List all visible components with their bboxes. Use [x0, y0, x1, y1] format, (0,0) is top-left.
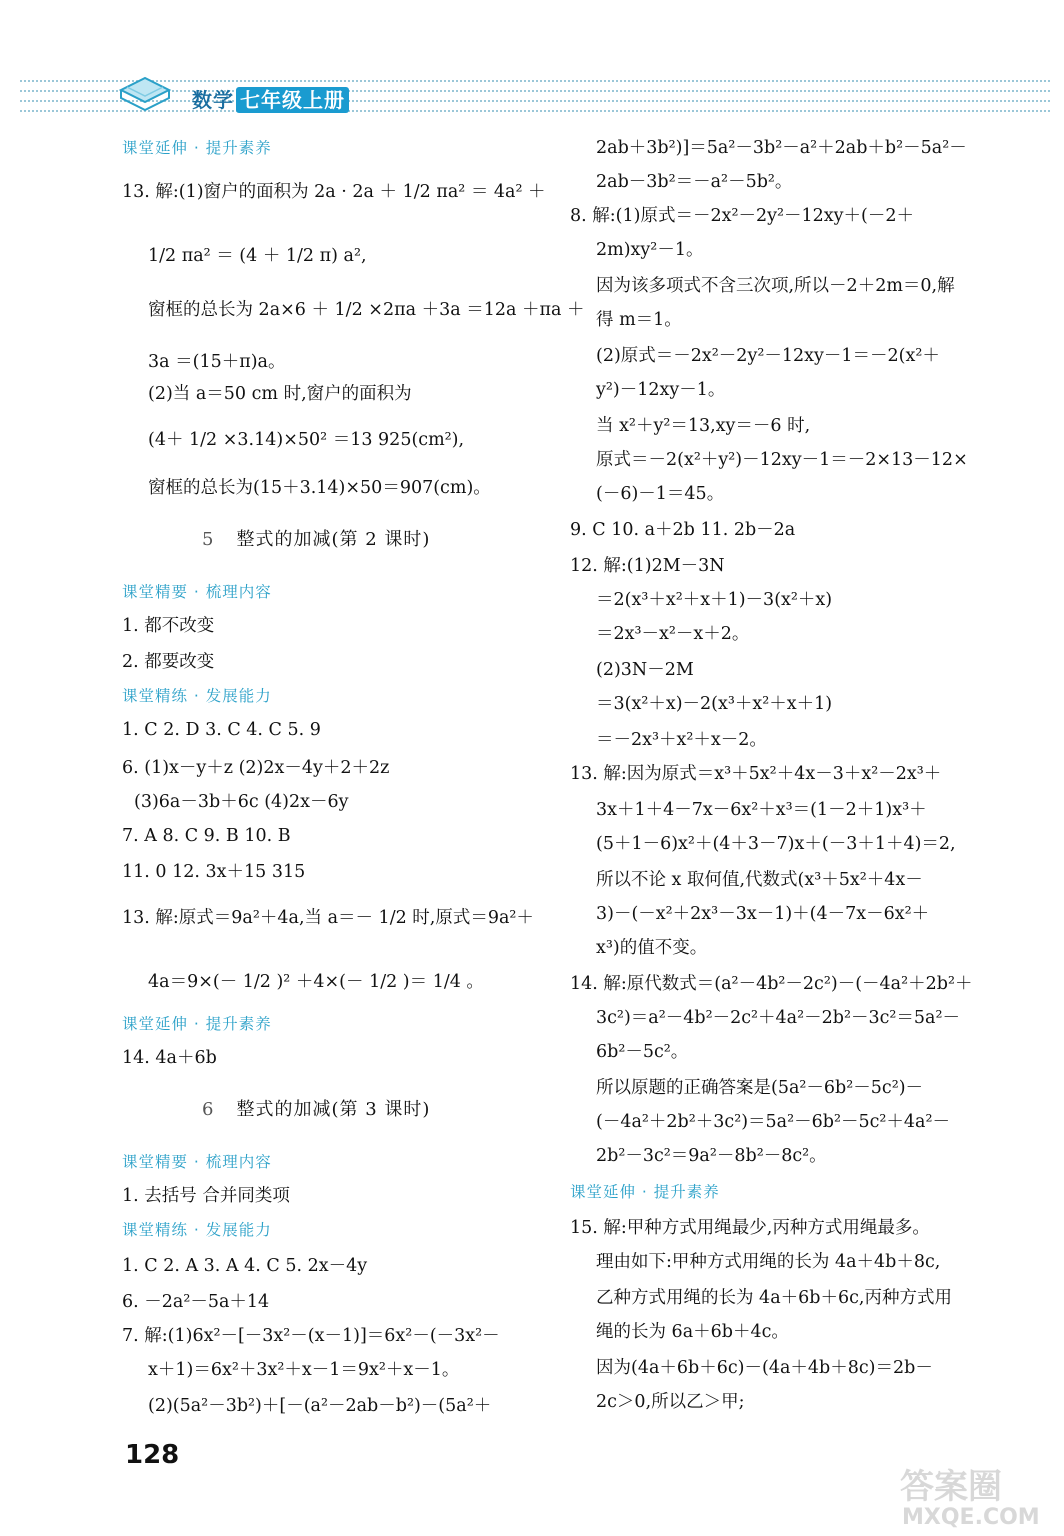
section-heading: 课堂延伸 · 提升素养: [122, 139, 272, 157]
right-answer-line: 9. C 10. a＋2b 11. 2b－2a: [570, 520, 796, 540]
left-answer-line: 窗框的总长为 2a×6 ＋ 1/2 ×2πa ＋3a ＝12a ＋πa ＋: [148, 300, 585, 320]
page-header: [20, 60, 1050, 120]
right-answer-line: 3c²)＝a²－4b²－2c²＋4a²－2b²－3c²＝5a²－: [596, 1008, 960, 1028]
right-answer-line: ＝3(x²＋x)－2(x³＋x²＋x＋1): [596, 694, 833, 714]
left-answer-line: 13. 解:(1)窗户的面积为 2a · 2a ＋ 1/2 πa² ＝ 4a² ＋: [122, 182, 546, 202]
right-answer-line: 所以不论 x 取何值,代数式(x³＋5x²＋4x－: [596, 870, 923, 890]
right-answer-line: ＝2x³－x²－x＋2。: [596, 624, 750, 644]
left-answer-line: 1. 都不改变: [122, 616, 215, 636]
right-answer-line: 绳的长为 6a＋6b＋4c。: [596, 1322, 789, 1342]
right-answer-line: 因为(4a＋6b＋6c)－(4a＋4b＋8c)＝2b－: [596, 1358, 933, 1378]
chapter-title: [202, 1098, 430, 1122]
right-answer-line: (2)3N－2M: [596, 660, 694, 680]
left-answer-line: (3)6a－3b＋6c (4)2x－6y: [134, 792, 349, 812]
left-answer-line: 7. 解:(1)6x²－[－3x²－(x－1)]＝6x²－(－3x²－: [122, 1326, 500, 1346]
section-heading: 课堂精要 · 梳理内容: [122, 583, 272, 601]
header-title: [192, 84, 349, 113]
right-answer-line: x³)的值不变。: [596, 938, 708, 958]
chapter-title-text: 整式的加减(第 2 课时): [236, 529, 431, 550]
right-answer-line: 乙种方式用绳的长为 4a＋6b＋6c,丙种方式用: [596, 1288, 952, 1308]
right-answer-line: 8. 解:(1)原式＝－2x²－2y²－12xy＋(－2＋: [570, 206, 914, 226]
left-answer-line: 窗框的总长为(15＋3.14)×50＝907(cm)。: [148, 478, 491, 498]
left-answer-line: 4a＝9×(－ 1/2 )² ＋4×(－ 1/2 )＝ 1/4 。: [148, 972, 484, 992]
right-answer-line: 3x＋1＋4－7x－6x²＋x³＝(1－2＋1)x³＋: [596, 800, 927, 820]
right-answer-line: (－6)－1＝45。: [596, 484, 725, 504]
left-answer-line: 7. A 8. C 9. B 10. B: [122, 826, 291, 846]
left-answer-line: 13. 解:原式＝9a²＋4a,当 a＝－ 1/2 时,原式＝9a²＋: [122, 908, 534, 928]
left-answer-line: 6. －2a²－5a＋14: [122, 1292, 270, 1312]
watermark-text-bottom: MXQE.COM: [902, 1505, 1040, 1530]
right-answer-line: (－4a²＋2b²＋3c²)＝5a²－6b²－5c²＋4a²－: [596, 1112, 951, 1132]
left-answer-line: 1. C 2. A 3. A 4. C 5. 2x－4y: [122, 1256, 368, 1276]
right-answer-line: y²)－12xy－1。: [596, 380, 726, 400]
left-answer-line: 1. C 2. D 3. C 4. C 5. 9: [122, 720, 321, 740]
section-heading: 课堂延伸 · 提升素养: [570, 1183, 720, 1201]
left-answer-line: 1/2 πa² ＝ (4 ＋ 1/2 π) a²,: [148, 246, 367, 266]
chapter-title-text: 整式的加减(第 3 课时): [236, 1099, 431, 1120]
right-answer-line: 13. 解:因为原式＝x³＋5x²＋4x－3＋x²－2x³＋: [570, 764, 942, 784]
header-grade: 七年级上册: [236, 87, 349, 113]
left-answer-line: x＋1)＝6x²＋3x²＋x－1＝9x²＋x－1。: [148, 1360, 460, 1380]
right-answer-line: 3)－(－x²＋2x³－3x－1)＋(4－7x－6x²＋: [596, 904, 930, 924]
section-heading: 课堂精练 · 发展能力: [122, 687, 272, 705]
left-answer-line: (4＋ 1/2 ×3.14)×50² ＝13 925(cm²),: [148, 430, 465, 450]
right-answer-line: 得 m＝1。: [596, 310, 682, 330]
right-answer-line: (5＋1－6)x²＋(4＋3－7)x＋(－3＋1＋4)＝2,: [596, 834, 956, 854]
right-answer-line: 原式＝－2(x²＋y²)－12xy－1＝－2×13－12×: [596, 450, 968, 470]
chapter-title: [202, 528, 430, 552]
watermark-logo: [890, 1460, 1050, 1530]
right-answer-line: 14. 解:原代数式＝(a²－4b²－2c²)－(－4a²＋2b²＋: [570, 974, 973, 994]
right-answer-line: 所以原题的正确答案是(5a²－6b²－5c²)－: [596, 1078, 924, 1098]
right-answer-line: 2ab－3b²＝－a²－5b²。: [596, 172, 793, 192]
right-answer-line: 2m)xy²－1。: [596, 240, 704, 260]
left-answer-line: (2)(5a²－3b²)＋[－(a²－2ab－b²)－(5a²＋: [148, 1396, 492, 1416]
page-number: 128: [125, 1440, 180, 1470]
header-subject: 数学: [192, 88, 234, 112]
left-answer-line: 6. (1)x－y＋z (2)2x－4y＋2＋2z: [122, 758, 390, 778]
left-answer-line: 2. 都要改变: [122, 652, 215, 672]
chapter-number: 5: [202, 529, 215, 550]
left-answer-line: 11. 0 12. 3x＋15 315: [122, 862, 306, 882]
chapter-number: 6: [202, 1099, 215, 1120]
right-answer-line: 因为该多项式不含三次项,所以－2＋2m＝0,解: [596, 276, 955, 296]
left-answer-line: 1. 去括号 合并同类项: [122, 1186, 290, 1206]
right-answer-line: 2c＞0,所以乙＞甲;: [596, 1392, 745, 1412]
right-answer-line: 2ab＋3b²)]＝5a²－3b²－a²＋2ab＋b²－5a²－: [596, 138, 967, 158]
left-answer-line: (2)当 a＝50 cm 时,窗户的面积为: [148, 384, 412, 404]
right-answer-line: 理由如下:甲种方式用绳的长为 4a＋4b＋8c,: [596, 1252, 941, 1272]
section-heading: 课堂精要 · 梳理内容: [122, 1153, 272, 1171]
left-answer-line: 3a ＝(15＋π)a。: [148, 352, 286, 372]
section-heading: 课堂精练 · 发展能力: [122, 1221, 272, 1239]
left-answer-line: 14. 4a＋6b: [122, 1048, 217, 1068]
right-answer-line: 12. 解:(1)2M－3N: [570, 556, 725, 576]
book-icon: [115, 66, 175, 114]
right-answer-line: ＝2(x³＋x²＋x＋1)－3(x²＋x): [596, 590, 833, 610]
right-answer-line: ＝－2x³＋x²＋x－2。: [596, 730, 767, 750]
right-answer-line: (2)原式＝－2x²－2y²－12xy－1＝－2(x²＋: [596, 346, 940, 366]
right-answer-line: 2b²－3c²＝9a²－8b²－8c²。: [596, 1146, 827, 1166]
section-heading: 课堂延伸 · 提升素养: [122, 1015, 272, 1033]
right-answer-line: 6b²－5c²。: [596, 1042, 689, 1062]
right-answer-line: 当 x²＋y²＝13,xy＝－6 时,: [596, 416, 811, 436]
right-answer-line: 15. 解:甲种方式用绳最少,丙种方式用绳最多。: [570, 1218, 930, 1238]
watermark-text-top: 答案圈: [900, 1467, 1002, 1507]
